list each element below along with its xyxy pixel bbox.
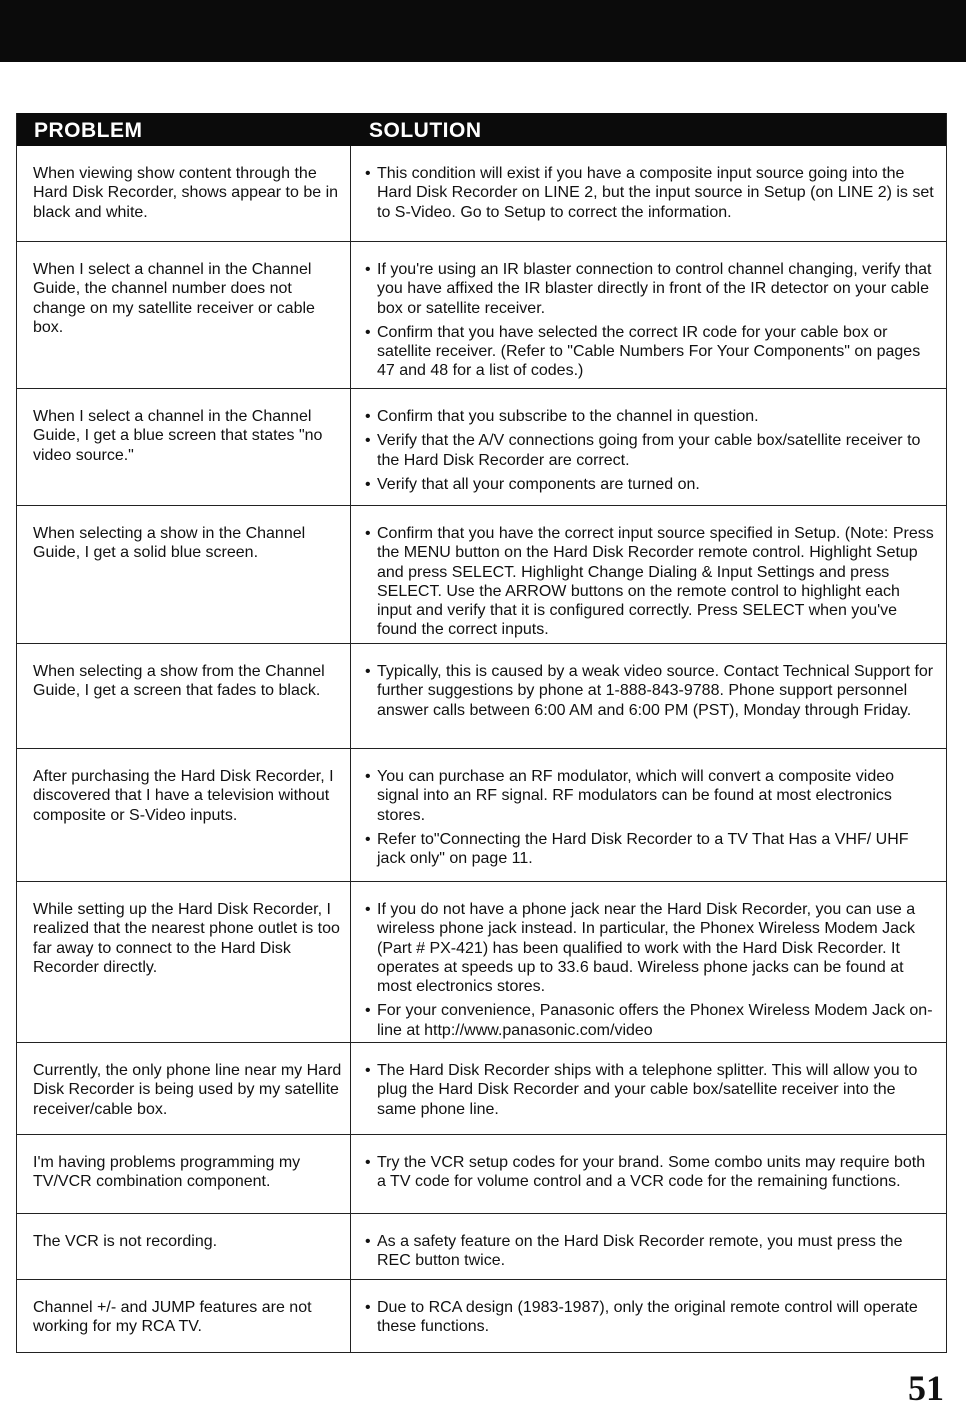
- solution-text: You can purchase an RF modulator, which will convert a composite video signal into an RF signal. RF modulators can be found at most electronics stores.: [377, 768, 895, 824]
- solution-text: Verify that the A/V connections going from your cable box/satellite receiver to the Hard Disk Recorder are correct.: [377, 432, 921, 469]
- bullet-icon: •: [365, 323, 371, 341]
- problem-cell: After purchasing the Hard Disk Recorder, I discovered that I have a television without composite or S-Video inputs.: [17, 749, 351, 881]
- solution-bullet: [365, 431, 936, 470]
- solution-cell: [351, 242, 946, 388]
- problem-cell: While setting up the Hard Disk Recorder, I realized that the nearest phone outlet is too far away to connect to the Hard Disk Recorder directly.: [17, 882, 351, 1042]
- solution-cell: [351, 644, 946, 748]
- bullet-icon: •: [365, 768, 371, 785]
- solution-text: Due to RCA design (1983-1987), only the original remote control will operate these functions.: [377, 1299, 918, 1336]
- solution-bullet: [365, 830, 936, 869]
- solution-bullet: [365, 1153, 936, 1192]
- table-row: [17, 748, 946, 881]
- table-row: [17, 241, 946, 388]
- solution-bullet: [365, 1001, 936, 1040]
- problem-cell: Currently, the only phone line near my Hard Disk Recorder is being used by my satellite receiver/cable box.: [17, 1043, 351, 1134]
- table-row: [17, 1279, 946, 1352]
- bullet-icon: •: [365, 1299, 371, 1316]
- solution-bullet: [365, 900, 936, 996]
- table-row: [17, 643, 946, 748]
- solution-text: Refer to"Connecting the Hard Disk Recorder to a TV That Has a VHF/ UHF jack only" on page 11.: [377, 830, 909, 868]
- top-black-bar: [0, 0, 966, 62]
- solution-cell: [351, 1135, 946, 1213]
- solution-text: Verify that all your components are turned on.: [377, 475, 700, 493]
- solution-cell: [351, 882, 946, 1042]
- table-header: [17, 113, 946, 146]
- problem-cell: When I select a channel in the Channel Guide, I get a blue screen that states "no video source.": [17, 389, 351, 505]
- bullet-icon: •: [365, 663, 371, 680]
- bullet-icon: •: [365, 901, 371, 918]
- solution-bullet: [365, 767, 936, 825]
- problem-cell: Channel +/- and JUMP features are not working for my RCA TV.: [17, 1280, 351, 1352]
- solution-bullet: [365, 164, 936, 222]
- table-row: [17, 388, 946, 505]
- table-row: [17, 1042, 946, 1134]
- problem-cell: When selecting a show from the Channel Guide, I get a screen that fades to black.: [17, 644, 351, 748]
- solution-cell: [351, 1043, 946, 1134]
- bullet-icon: •: [365, 1062, 371, 1079]
- bullet-icon: •: [365, 1154, 371, 1171]
- bullet-icon: •: [365, 830, 371, 848]
- solution-cell: [351, 749, 946, 881]
- solution-text: The Hard Disk Recorder ships with a telephone splitter. This will allow you to plug the Hard Disk Recorder and your cable box/satellite receiver into the same phone line.: [377, 1062, 918, 1118]
- bullet-icon: •: [365, 261, 371, 278]
- solution-text: Confirm that you have the correct input source specified in Setup. (Note: Press the MENU button on the Hard Disk Recorder remote control. Highlight Setup and press SELECT. Highlight Change Dialing & Input Settings and press SELECT. Use the ARROW buttons on the remote control to highlight each input and verify that it is configured correctly. Press SELECT when you've found the correct inputs.: [377, 525, 934, 639]
- problem-cell: When I select a channel in the Channel Guide, the channel number does not change on my satellite receiver or cable box.: [17, 242, 351, 388]
- table-row: [17, 1134, 946, 1213]
- solution-cell: [351, 389, 946, 505]
- problem-cell: When viewing show content through the Hard Disk Recorder, shows appear to be in black and white.: [17, 146, 351, 241]
- solution-bullet: [365, 1061, 936, 1119]
- solution-text: If you're using an IR blaster connection to control channel changing, verify that you have affixed the IR blaster directly in front of the IR detector on your cable box or satellite receiver.: [377, 261, 932, 317]
- bullet-icon: •: [365, 432, 371, 450]
- solution-text: As a safety feature on the Hard Disk Recorder remote, you must press the REC button twice.: [377, 1233, 903, 1270]
- solution-bullet: [365, 1232, 936, 1271]
- table-row: [17, 146, 946, 241]
- solution-text: If you do not have a phone jack near the Hard Disk Recorder, you can use a wireless phone jack instead. In particular, the Phonex Wireless Modem Jack (Part # PX-421) has been qualified to work with the Hard Disk Recorder. It operates at speeds up to 33.6 baud. Wireless phone jacks can be found at most electronics stores.: [377, 901, 916, 996]
- solution-text: Typically, this is caused by a weak video source. Contact Technical Support for further suggestions by phone at 1-888-843-9788. Phone support personnel answer calls between 6:00 AM and 6:00 PM (PST), Monday through Friday.: [377, 663, 934, 719]
- bullet-icon: •: [365, 1233, 371, 1250]
- solution-text: Confirm that you subscribe to the channel in question.: [377, 408, 759, 425]
- solution-cell: [351, 1214, 946, 1279]
- bullet-icon: •: [365, 408, 371, 425]
- page-number: 51: [908, 1368, 944, 1408]
- solution-bullet: [365, 662, 936, 720]
- solution-bullet: [365, 260, 936, 318]
- bullet-icon: •: [365, 475, 371, 493]
- solution-cell: [351, 1280, 946, 1352]
- solution-text: This condition will exist if you have a composite input source going into the Hard Disk Recorder on LINE 2, but the input source in Setup (on LINE 2) is set to S-Video. Go to Setup to correct the information.: [377, 165, 934, 221]
- table-row: [17, 1213, 946, 1279]
- table-body: [17, 146, 946, 1352]
- bullet-icon: •: [365, 165, 371, 182]
- problem-cell: When selecting a show in the Channel Guide, I get a solid blue screen.: [17, 506, 351, 643]
- solution-text: Try the VCR setup codes for your brand. Some combo units may require both a TV code for volume control and a VCR code for the remaining functions.: [377, 1154, 926, 1191]
- troubleshooting-table: [16, 113, 947, 1353]
- solution-cell: [351, 146, 946, 241]
- solution-bullet: [365, 475, 936, 494]
- solution-bullet: [365, 323, 936, 381]
- problem-cell: I'm having problems programming my TV/VCR combination component.: [17, 1135, 351, 1213]
- solution-bullet: [365, 1298, 936, 1337]
- bullet-icon: •: [365, 1002, 371, 1020]
- solution-header: SOLUTION: [369, 119, 482, 142]
- problem-cell: The VCR is not recording.: [17, 1214, 351, 1279]
- solution-cell: [351, 506, 946, 643]
- solution-bullet: [365, 524, 936, 640]
- solution-text: Confirm that you have selected the correct IR code for your cable box or satellite receiver. (Refer to "Cable Numbers For Your Components" on pages 47 and 48 for a list of codes.): [377, 323, 921, 380]
- problem-header: PROBLEM: [34, 119, 143, 142]
- solution-bullet: [365, 407, 936, 426]
- table-row: [17, 505, 946, 643]
- bullet-icon: •: [365, 525, 371, 542]
- table-row: [17, 881, 946, 1042]
- solution-text: For your convenience, Panasonic offers the Phonex Wireless Modem Jack on-line at http://www.panasonic.com/video: [377, 1002, 933, 1039]
